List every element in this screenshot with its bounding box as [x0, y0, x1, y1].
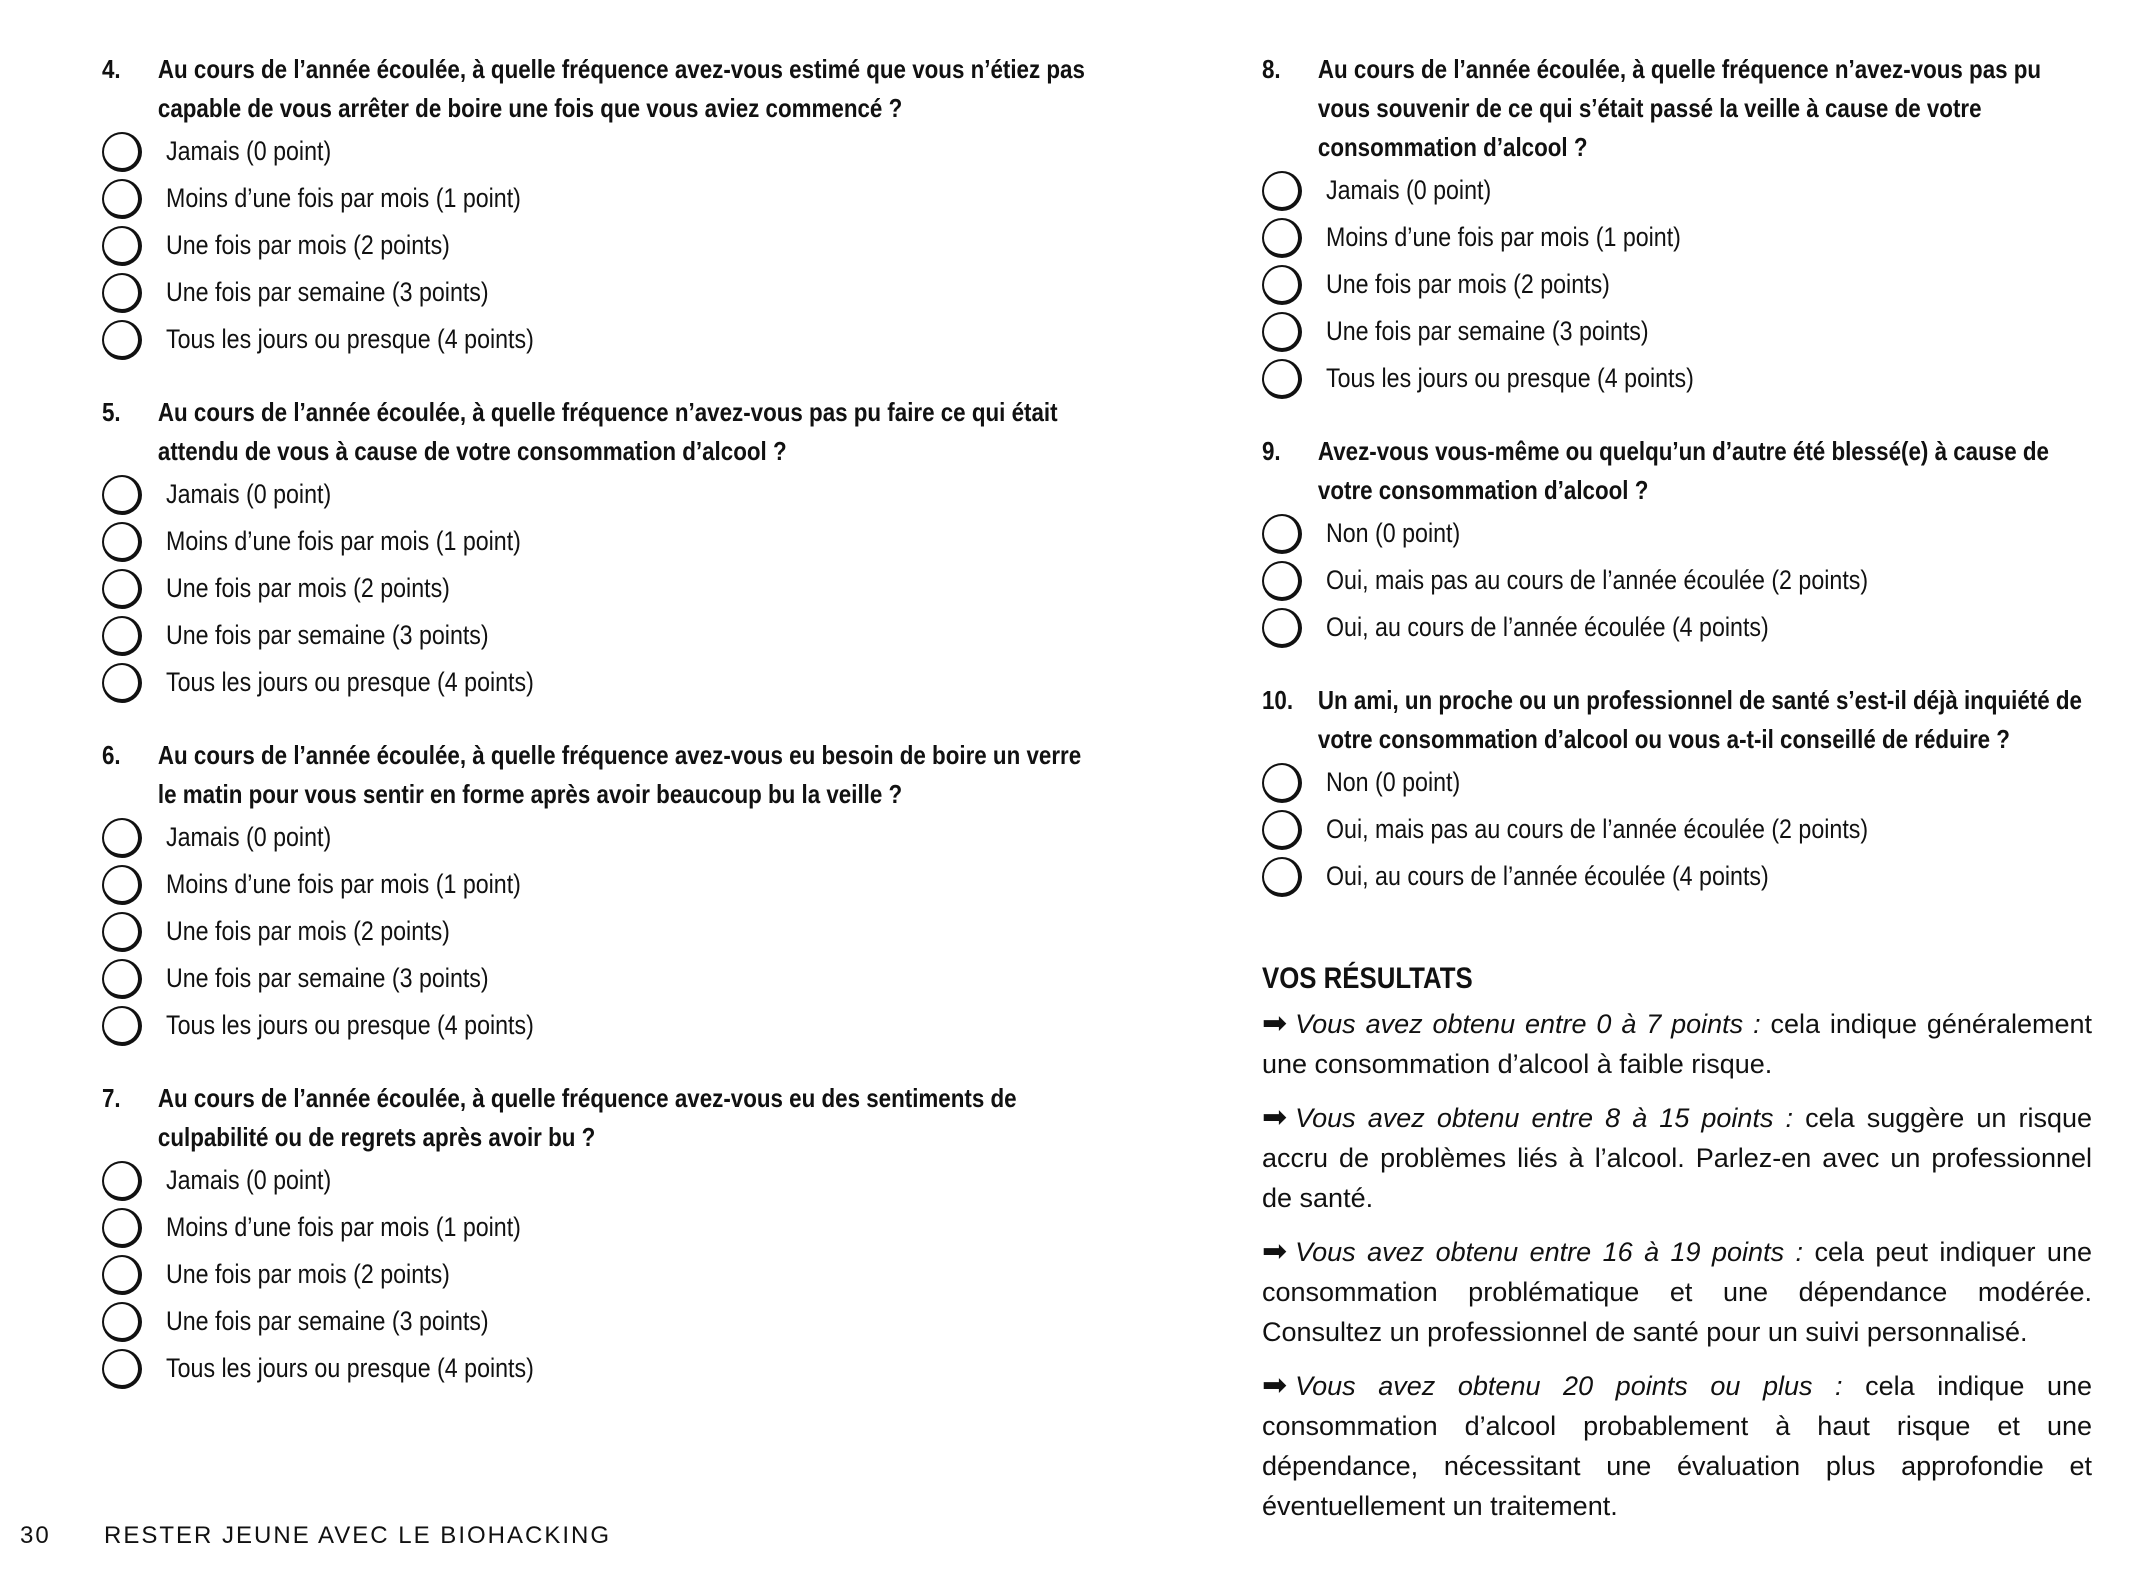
question-text: Au cours de l’année écoulée, à quelle fréquence avez-vous eu besoin de boire un verre le matin pour vous sentir en forme après avoir beaucoup bu la veille ? [157, 740, 1082, 809]
result-item [1262, 1098, 2092, 1218]
radio-circle-icon[interactable] [1262, 561, 1302, 601]
radio-circle-icon[interactable] [102, 616, 142, 656]
radio-circle-icon[interactable] [102, 273, 142, 313]
answer-option[interactable] [1262, 604, 2092, 651]
answer-option-label: Une fois par mois (2 points) [166, 1259, 450, 1289]
answer-option[interactable] [102, 1251, 1102, 1298]
answer-option-label: Tous les jours ou presque (4 points) [166, 1353, 534, 1383]
answer-option[interactable] [102, 471, 1102, 518]
radio-circle-icon[interactable] [102, 912, 142, 952]
result-item [1262, 1232, 2092, 1352]
right-arrow-icon: ➡ [1262, 1369, 1288, 1402]
question-heading [102, 736, 1100, 814]
result-lead: Vous avez obtenu 20 points ou plus : [1295, 1371, 1843, 1401]
question-text: Au cours de l’année écoulée, à quelle fréquence avez-vous estimé que vous n’étiez pas capable de vous arrêter de boire une fois que vous aviez commencé ? [157, 54, 1085, 123]
page-number: 30 [20, 1522, 51, 1549]
answer-option-label: Une fois par semaine (3 points) [166, 1306, 489, 1336]
answer-option[interactable] [102, 814, 1102, 861]
answer-option-label: Tous les jours ou presque (4 points) [166, 667, 534, 697]
question-number: 7. [102, 1083, 121, 1113]
question-8 [1262, 50, 2092, 402]
question-6 [102, 736, 1102, 1049]
answer-option-label: Jamais (0 point) [166, 822, 332, 852]
radio-circle-icon[interactable] [102, 818, 142, 858]
radio-circle-icon[interactable] [1262, 514, 1302, 554]
answer-option-label: Moins d’une fois par mois (1 point) [166, 1212, 521, 1242]
question-text: Un ami, un proche ou un professionnel de santé s’est-il déjà inquiété de votre consommation d’alcool ou vous a-t-il conseillé de réduire ? [1317, 685, 2082, 754]
result-text: cela peut indiquer une consommation problématique et une dépendance modérée. Consultez un professionnel de santé pour un suivi personnalisé. [1262, 1237, 2092, 1347]
radio-circle-icon[interactable] [102, 1006, 142, 1046]
radio-circle-icon[interactable] [102, 1208, 142, 1248]
question-heading [102, 50, 1100, 128]
answer-option-label: Une fois par semaine (3 points) [166, 963, 489, 993]
radio-circle-icon[interactable] [102, 663, 142, 703]
question-text: Avez-vous vous-même ou quelqu’un d’autre été blessé(e) à cause de votre consommation d’alcool ? [1317, 436, 2049, 505]
question-number: 9. [1262, 436, 1281, 466]
right-questions [1262, 50, 2092, 900]
radio-circle-icon[interactable] [1262, 810, 1302, 850]
answer-option-label: Une fois par mois (2 points) [166, 573, 450, 603]
answer-option[interactable] [102, 955, 1102, 1002]
answer-option[interactable] [1262, 261, 2092, 308]
answer-option[interactable] [102, 316, 1102, 363]
radio-circle-icon[interactable] [102, 320, 142, 360]
question-number: 8. [1262, 54, 1281, 84]
answer-option-label: Moins d’une fois par mois (1 point) [166, 869, 521, 899]
radio-circle-icon[interactable] [102, 1255, 142, 1295]
answer-option-label: Moins d’une fois par mois (1 point) [166, 526, 521, 556]
radio-circle-icon[interactable] [102, 179, 142, 219]
radio-circle-icon[interactable] [1262, 608, 1302, 648]
answer-option[interactable] [102, 269, 1102, 316]
question-number: 6. [102, 740, 121, 770]
answer-option-label: Oui, mais pas au cours de l’année écoulée (2 points) [1326, 565, 1869, 595]
answer-option-label: Non (0 point) [1326, 767, 1461, 797]
right-column [1262, 50, 2092, 1540]
answer-option[interactable] [102, 1345, 1102, 1392]
answer-option-label: Jamais (0 point) [166, 1165, 332, 1195]
answer-option[interactable] [102, 1157, 1102, 1204]
answer-option-label: Une fois par semaine (3 points) [166, 277, 489, 307]
radio-circle-icon[interactable] [1262, 312, 1302, 352]
answer-option[interactable] [102, 659, 1102, 706]
question-text: Au cours de l’année écoulée, à quelle fréquence n’avez-vous pas pu faire ce qui était attendu de vous à cause de votre consommation d’alcool ? [157, 397, 1058, 466]
radio-circle-icon[interactable] [102, 132, 142, 172]
answer-option[interactable] [102, 175, 1102, 222]
result-text: cela suggère un risque accru de problèmes liés à l’alcool. Parlez-en avec un professionnel de santé. [1262, 1103, 2092, 1213]
radio-circle-icon[interactable] [1262, 218, 1302, 258]
answer-option-label: Une fois par semaine (3 points) [1326, 316, 1649, 346]
radio-circle-icon[interactable] [102, 865, 142, 905]
question-text: Au cours de l’année écoulée, à quelle fréquence n’avez-vous pas pu vous souvenir de ce qui s’était passé la veille à cause de votre consommation d’alcool ? [1317, 54, 2042, 162]
answer-option[interactable] [1262, 853, 2092, 900]
answer-option[interactable] [102, 128, 1102, 175]
answer-option[interactable] [102, 1002, 1102, 1049]
result-lead: Vous avez obtenu entre 8 à 15 points : [1295, 1103, 1794, 1133]
radio-circle-icon[interactable] [1262, 763, 1302, 803]
answer-option-label: Non (0 point) [1326, 518, 1461, 548]
result-lead: Vous avez obtenu entre 16 à 19 points : [1295, 1237, 1804, 1267]
answer-option-label: Oui, au cours de l’année écoulée (4 points) [1326, 612, 1769, 642]
radio-circle-icon[interactable] [102, 569, 142, 609]
answer-option-label: Une fois par semaine (3 points) [166, 620, 489, 650]
radio-circle-icon[interactable] [1262, 359, 1302, 399]
answer-option-label: Tous les jours ou presque (4 points) [1326, 363, 1694, 393]
radio-circle-icon[interactable] [102, 1349, 142, 1389]
question-number: 4. [102, 54, 121, 84]
answer-option[interactable] [1262, 557, 2092, 604]
answer-option-label: Moins d’une fois par mois (1 point) [166, 183, 521, 213]
radio-circle-icon[interactable] [102, 1161, 142, 1201]
page-footer [20, 1522, 611, 1550]
result-lead: Vous avez obtenu entre 0 à 7 points : [1295, 1009, 1761, 1039]
question-heading [1262, 432, 2090, 510]
answer-option[interactable] [1262, 355, 2092, 402]
answer-option[interactable] [102, 518, 1102, 565]
answer-option-label: Moins d’une fois par mois (1 point) [1326, 222, 1681, 252]
radio-circle-icon[interactable] [102, 522, 142, 562]
answer-option-label: Jamais (0 point) [166, 136, 332, 166]
answer-option[interactable] [102, 1298, 1102, 1345]
results-section [1262, 962, 2092, 1526]
answer-option[interactable] [102, 222, 1102, 269]
radio-circle-icon[interactable] [102, 475, 142, 515]
radio-circle-icon[interactable] [1262, 265, 1302, 305]
result-item [1262, 1366, 2092, 1526]
answer-option[interactable] [102, 861, 1102, 908]
answer-option-label: Une fois par mois (2 points) [1326, 269, 1610, 299]
question-5 [102, 393, 1102, 706]
answer-option[interactable] [102, 908, 1102, 955]
results-title: VOS RÉSULTATS [1262, 962, 1473, 995]
answer-option-label: Tous les jours ou presque (4 points) [166, 324, 534, 354]
question-text: Au cours de l’année écoulée, à quelle fréquence avez-vous eu des sentiments de culpabilité ou de regrets après avoir bu ? [157, 1083, 1017, 1152]
book-title: RESTER JEUNE AVEC LE BIOHACKING [104, 1522, 611, 1549]
answer-option-label: Une fois par mois (2 points) [166, 916, 450, 946]
radio-circle-icon[interactable] [1262, 171, 1302, 211]
question-number: 10. [1262, 685, 1294, 715]
radio-circle-icon[interactable] [102, 1302, 142, 1342]
answer-option[interactable] [102, 565, 1102, 612]
radio-circle-icon[interactable] [102, 226, 142, 266]
answer-option[interactable] [1262, 806, 2092, 853]
answer-option[interactable] [102, 1204, 1102, 1251]
answer-option[interactable] [1262, 214, 2092, 261]
results-list [1262, 1004, 2092, 1526]
question-heading [1262, 681, 2090, 759]
question-number: 5. [102, 397, 121, 427]
right-arrow-icon: ➡ [1262, 1235, 1288, 1268]
radio-circle-icon[interactable] [1262, 857, 1302, 897]
answer-option-label: Oui, au cours de l’année écoulée (4 points) [1326, 861, 1769, 891]
question-heading [102, 1079, 1100, 1157]
question-4 [102, 50, 1102, 363]
result-item [1262, 1004, 2092, 1084]
right-arrow-icon: ➡ [1262, 1007, 1288, 1040]
question-7 [102, 1079, 1102, 1392]
radio-circle-icon[interactable] [102, 959, 142, 999]
question-heading [1262, 50, 2090, 167]
answer-option[interactable] [1262, 759, 2092, 806]
answer-option-label: Tous les jours ou presque (4 points) [166, 1010, 534, 1040]
question-10 [1262, 681, 2092, 900]
question-9 [1262, 432, 2092, 651]
answer-option[interactable] [1262, 167, 2092, 214]
answer-option[interactable] [1262, 510, 2092, 557]
result-text: cela indique généralement une consommation d’alcool à faible risque. [1262, 1009, 2092, 1079]
answer-option[interactable] [1262, 308, 2092, 355]
result-text: cela indique une consommation d’alcool probablement à haut risque et une dépendance, nécessitant une évaluation plus approfondie et éventuellement un traitement. [1262, 1371, 2092, 1521]
left-column [102, 50, 1102, 1422]
answer-option-label: Jamais (0 point) [1326, 175, 1492, 205]
answer-option-label: Une fois par mois (2 points) [166, 230, 450, 260]
answer-option-label: Jamais (0 point) [166, 479, 332, 509]
question-heading [102, 393, 1100, 471]
answer-option[interactable] [102, 612, 1102, 659]
right-arrow-icon: ➡ [1262, 1101, 1288, 1134]
answer-option-label: Oui, mais pas au cours de l’année écoulée (2 points) [1326, 814, 1869, 844]
